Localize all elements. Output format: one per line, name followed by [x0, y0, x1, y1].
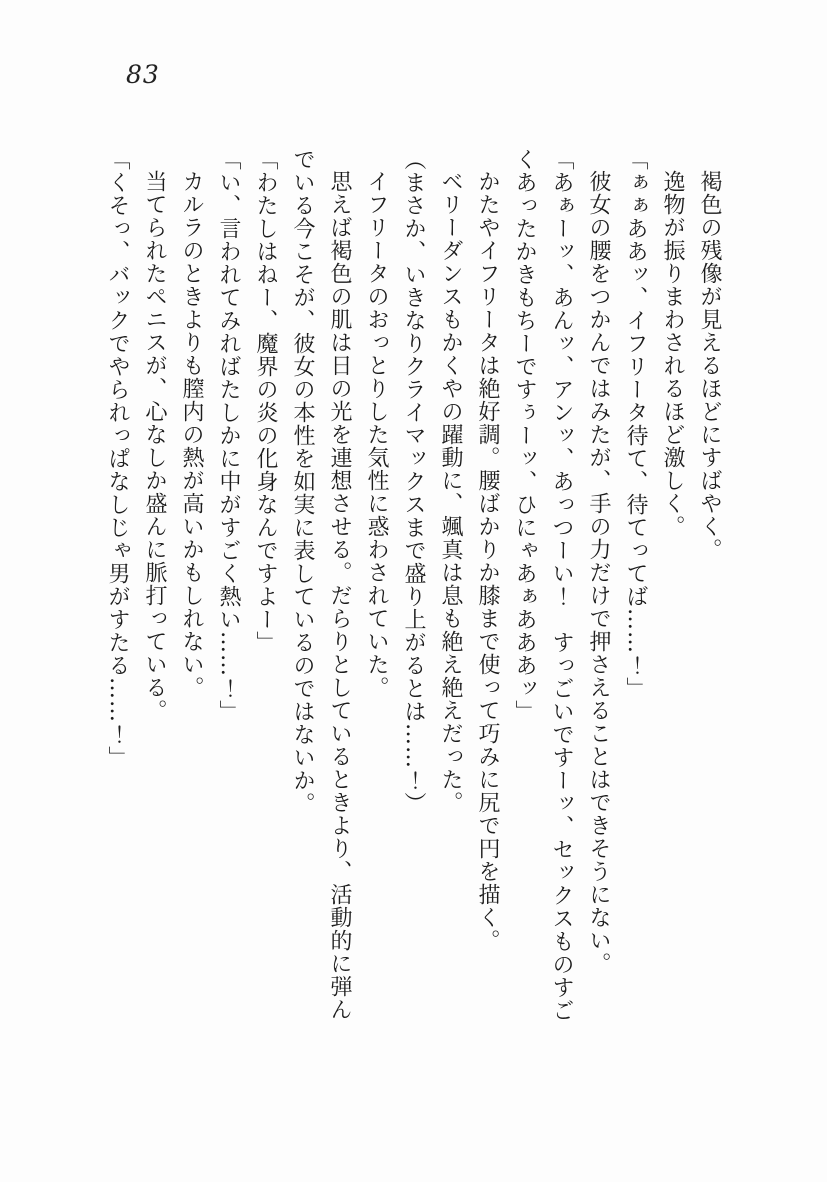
page-number: 83 [126, 60, 160, 89]
text-line: 思えば褐色の肌は日の光を連想させる。だらりとしているときより、活動的に弾ん [327, 170, 352, 1021]
text-line: 「わたしはねー、魔界の炎の化身なんですよー」 [253, 148, 278, 654]
text-line: 「あぁーッ、あんッ、アンッ、あっつーい！ すっごいですーッ、セックスものすご [549, 148, 574, 1022]
text-line: イフリータのおっとりした気性に惑わされていた。 [364, 170, 389, 699]
text-line: 彼女の腰をつかんではみたが、手の力だけで押さえることはできそうにない。 [586, 170, 611, 975]
text-line: （まさか、いきなりクライマックスまで盛り上がるとは……！） [401, 148, 426, 815]
text-line: カルラのときよりも膣内の熱が高いかもしれない。 [179, 170, 204, 699]
text-line: 逸物が振りまわされるほど激しく。 [660, 170, 685, 538]
text-line: くあったかきもちーですぅーッ、ひにゃあぁあああッ」 [512, 148, 537, 723]
text-block [94, 148, 728, 1040]
text-line: かたやイフリータは絶好調。腰ばかりか膝まで使って巧みに尻で円を描く。 [475, 170, 500, 952]
text-line: 「ぁぁああッ、イフリータ待て、待てってば……！」 [623, 148, 648, 700]
text-line: 褐色の残像が見えるほどにすばやく。 [697, 170, 722, 561]
text-line: ベリーダンスもかくやの躍動に、颯真は息も絶え絶えだった。 [438, 170, 463, 814]
text-line: 当てられたペニスが、心なしか盛んに脈打っている。 [142, 170, 167, 722]
text-line: 「くそっ、バックでやられっぱなしじゃ男がすたる……！」 [105, 148, 130, 769]
text-line: 「い、言われてみればたしかに中がすごく熱い……！」 [216, 148, 241, 723]
text-line: でいる今こそが、彼女の本性を如実に表しているのではないか。 [290, 148, 315, 815]
